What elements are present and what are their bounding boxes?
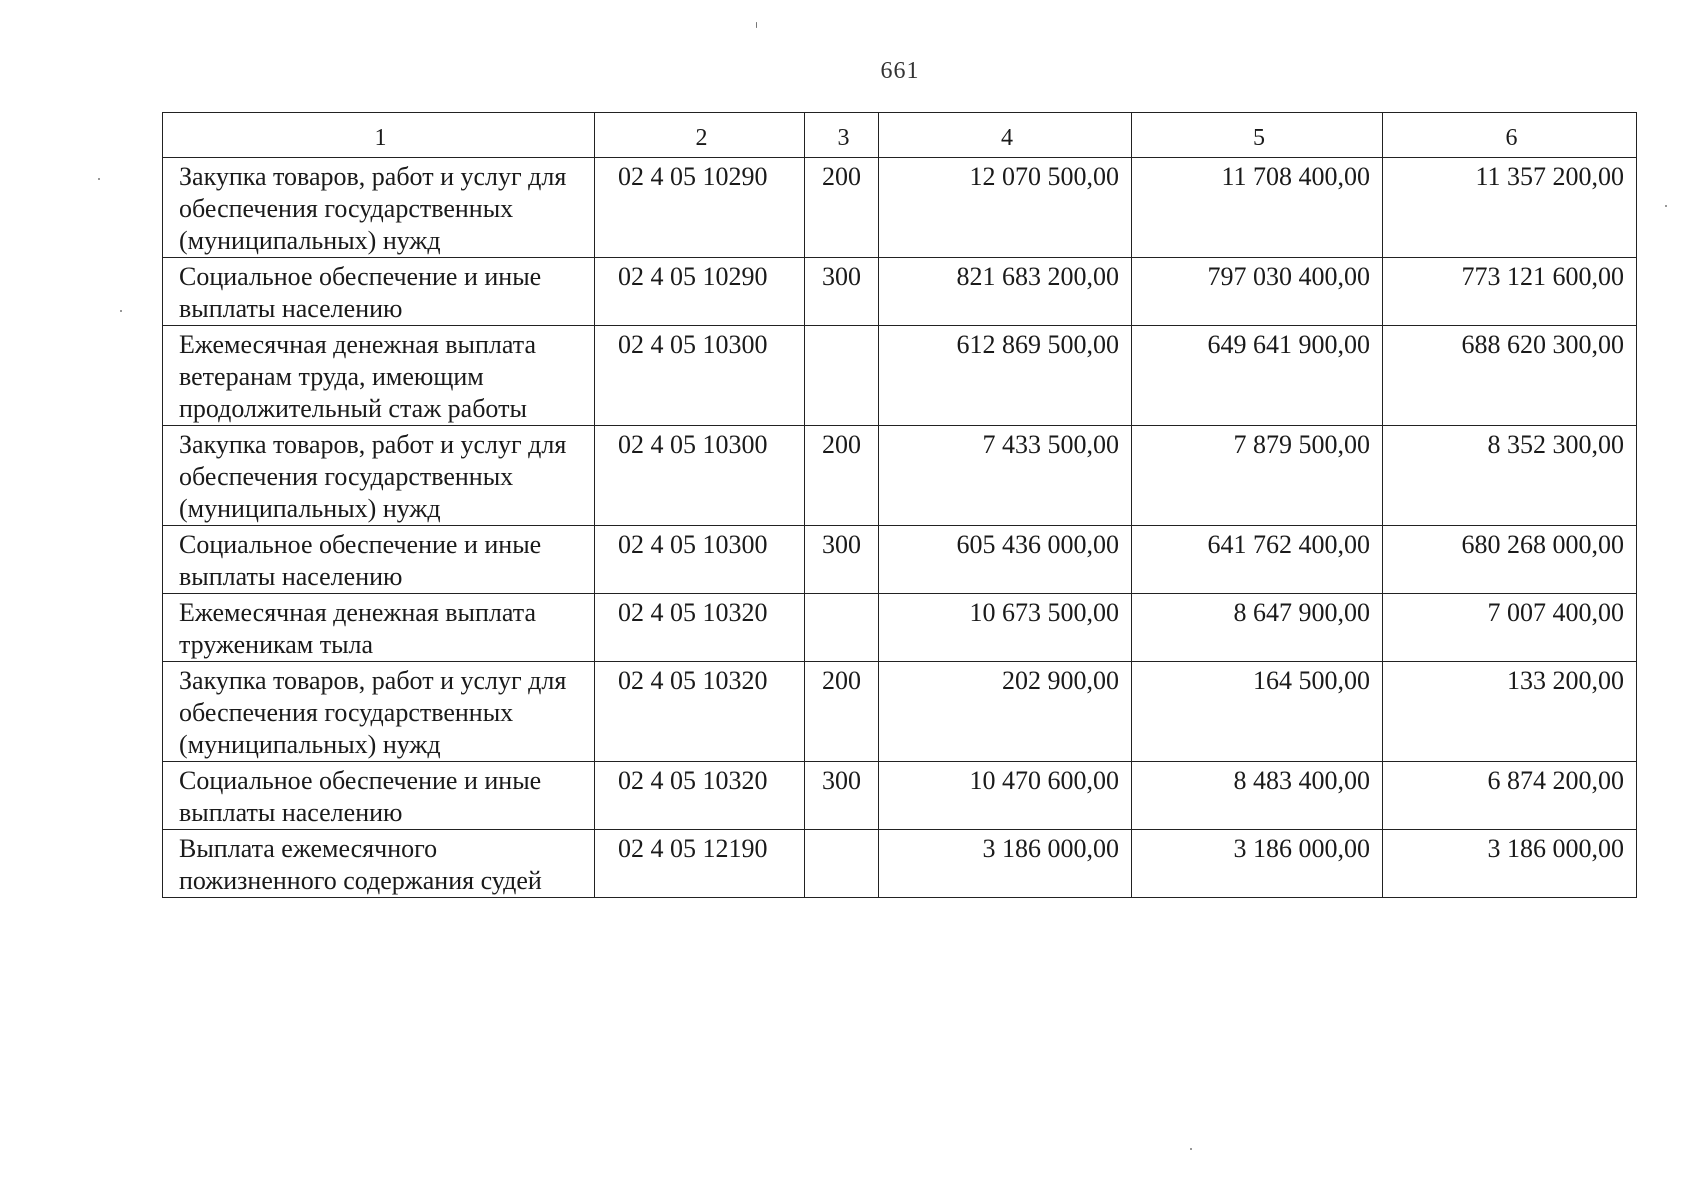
row-value-6: 7 007 400,00 (1383, 594, 1637, 662)
row-type (805, 594, 879, 662)
row-name: Закупка товаров, работ и услуг для обеспечения государственных (муниципальных) нужд (163, 662, 595, 762)
row-value-5: 641 762 400,00 (1132, 526, 1383, 594)
row-value-6: 680 268 000,00 (1383, 526, 1637, 594)
header-cell: 6 (1383, 113, 1637, 158)
row-value-5: 797 030 400,00 (1132, 258, 1383, 326)
row-type: 300 (805, 762, 879, 830)
header-cell: 2 (595, 113, 805, 158)
row-value-6: 3 186 000,00 (1383, 830, 1637, 898)
row-value-4: 612 869 500,00 (879, 326, 1132, 426)
header-cell: 3 (805, 113, 879, 158)
scan-speck (98, 178, 100, 180)
row-value-4: 821 683 200,00 (879, 258, 1132, 326)
row-value-5: 7 879 500,00 (1132, 426, 1383, 526)
row-value-5: 649 641 900,00 (1132, 326, 1383, 426)
row-value-5: 8 647 900,00 (1132, 594, 1383, 662)
row-code: 02 4 05 12190 (595, 830, 805, 898)
row-type (805, 326, 879, 426)
page-number: 661 (880, 58, 920, 84)
row-code: 02 4 05 10320 (595, 594, 805, 662)
header-cell: 4 (879, 113, 1132, 158)
scan-speck (1665, 205, 1667, 207)
row-value-6: 773 121 600,00 (1383, 258, 1637, 326)
table-row (163, 426, 1637, 526)
row-type (805, 830, 879, 898)
row-type: 300 (805, 526, 879, 594)
row-value-5: 8 483 400,00 (1132, 762, 1383, 830)
row-value-5: 164 500,00 (1132, 662, 1383, 762)
row-value-4: 202 900,00 (879, 662, 1132, 762)
row-code: 02 4 05 10300 (595, 526, 805, 594)
table-row (163, 662, 1637, 762)
row-name: Социальное обеспечение и иные выплаты населению (163, 526, 595, 594)
row-code: 02 4 05 10300 (595, 326, 805, 426)
row-type: 200 (805, 662, 879, 762)
row-value-6: 688 620 300,00 (1383, 326, 1637, 426)
row-name: Социальное обеспечение и иные выплаты населению (163, 258, 595, 326)
row-code: 02 4 05 10320 (595, 662, 805, 762)
row-code: 02 4 05 10290 (595, 158, 805, 258)
row-value-6: 133 200,00 (1383, 662, 1637, 762)
row-name: Закупка товаров, работ и услуг для обеспечения государственных (муниципальных) нужд (163, 158, 595, 258)
table-row (163, 158, 1637, 258)
row-type: 200 (805, 426, 879, 526)
row-type: 300 (805, 258, 879, 326)
header-row (163, 113, 1637, 158)
budget-table (162, 112, 1637, 898)
row-value-6: 6 874 200,00 (1383, 762, 1637, 830)
row-code: 02 4 05 10320 (595, 762, 805, 830)
row-type: 200 (805, 158, 879, 258)
row-name: Закупка товаров, работ и услуг для обеспечения государственных (муниципальных) нужд (163, 426, 595, 526)
row-value-4: 605 436 000,00 (879, 526, 1132, 594)
scan-speck (120, 310, 122, 312)
header-cell: 5 (1132, 113, 1383, 158)
table-row (163, 526, 1637, 594)
header-cell: 1 (163, 113, 595, 158)
row-name: Ежемесячная денежная выплата труженикам тыла (163, 594, 595, 662)
row-name: Социальное обеспечение и иные выплаты населению (163, 762, 595, 830)
row-code: 02 4 05 10290 (595, 258, 805, 326)
row-name: Ежемесячная денежная выплата ветеранам труда, имеющим продолжительный стаж работы (163, 326, 595, 426)
row-name: Выплата ежемесячного пожизненного содержания судей (163, 830, 595, 898)
row-value-5: 11 708 400,00 (1132, 158, 1383, 258)
row-value-4: 10 470 600,00 (879, 762, 1132, 830)
row-value-5: 3 186 000,00 (1132, 830, 1383, 898)
table-row (163, 258, 1637, 326)
table-row (163, 762, 1637, 830)
scan-speck (1190, 1148, 1192, 1150)
table-row (163, 594, 1637, 662)
scan-speck (756, 22, 757, 28)
row-value-4: 3 186 000,00 (879, 830, 1132, 898)
row-value-4: 7 433 500,00 (879, 426, 1132, 526)
row-value-4: 10 673 500,00 (879, 594, 1132, 662)
row-value-6: 8 352 300,00 (1383, 426, 1637, 526)
table-row (163, 326, 1637, 426)
row-code: 02 4 05 10300 (595, 426, 805, 526)
table-row (163, 830, 1637, 898)
row-value-4: 12 070 500,00 (879, 158, 1132, 258)
row-value-6: 11 357 200,00 (1383, 158, 1637, 258)
